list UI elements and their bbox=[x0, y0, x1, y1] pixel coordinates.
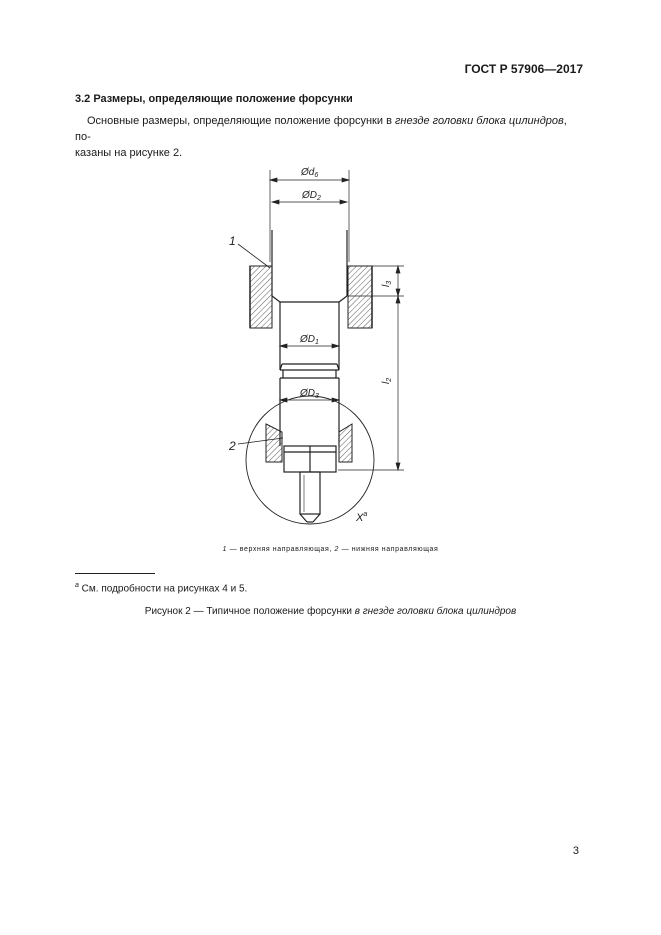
detail-label: $X^a$ bbox=[356, 511, 368, 524]
injector-body bbox=[272, 230, 347, 522]
dim-D1-label: $ØD_1$ bbox=[300, 334, 319, 346]
callout-1: 1 bbox=[229, 234, 236, 248]
legend-text-2: — нижняя направляющая bbox=[339, 546, 439, 553]
section-heading: 3.2 Размеры, определяющие положение форсунки bbox=[75, 93, 353, 105]
paragraph-text-1: Основные размеры, определяющие положение форсунки в bbox=[87, 115, 395, 127]
figure-legend bbox=[0, 546, 661, 553]
legend-text-1: — верхняя направляющая, bbox=[227, 546, 335, 553]
callout-2: 2 bbox=[229, 439, 236, 453]
footnote-text: См. подробности на рисунках 4 и 5. bbox=[78, 583, 248, 595]
upper-housing bbox=[250, 266, 372, 328]
dim-d6-label: $Ød_6$ bbox=[301, 167, 319, 179]
page-number: 3 bbox=[572, 845, 579, 857]
dim-l2-label: $l_2$ bbox=[381, 377, 393, 384]
caption-text: Рисунок 2 — Типичное положение форсунки bbox=[144, 606, 355, 617]
paragraph-italic-term: гнезде головки блока цилиндров bbox=[394, 115, 564, 127]
paragraph-text-2: , по- bbox=[75, 115, 567, 143]
dim-D2-label: $ØD_2$ bbox=[302, 190, 321, 202]
legend-num-2: 2 bbox=[334, 546, 340, 553]
paragraph-text-3: казаны на рисунке 2. bbox=[75, 147, 183, 159]
dim-D3-label: $ØD_3$ bbox=[300, 388, 319, 400]
callout-1-leader bbox=[238, 244, 270, 268]
dim-d6 bbox=[270, 170, 349, 262]
footnote-mark: a bbox=[75, 582, 79, 589]
standard-code: ГОСТ Р 57906—2017 bbox=[464, 62, 583, 76]
footnote-divider bbox=[75, 573, 155, 574]
footnote bbox=[75, 582, 247, 594]
figure-caption bbox=[0, 606, 661, 617]
dim-l3-label: $l_3$ bbox=[381, 280, 393, 287]
caption-italic: в гнезде головки блока цилиндров bbox=[354, 606, 517, 617]
legend-num-1: 1 bbox=[222, 546, 228, 553]
